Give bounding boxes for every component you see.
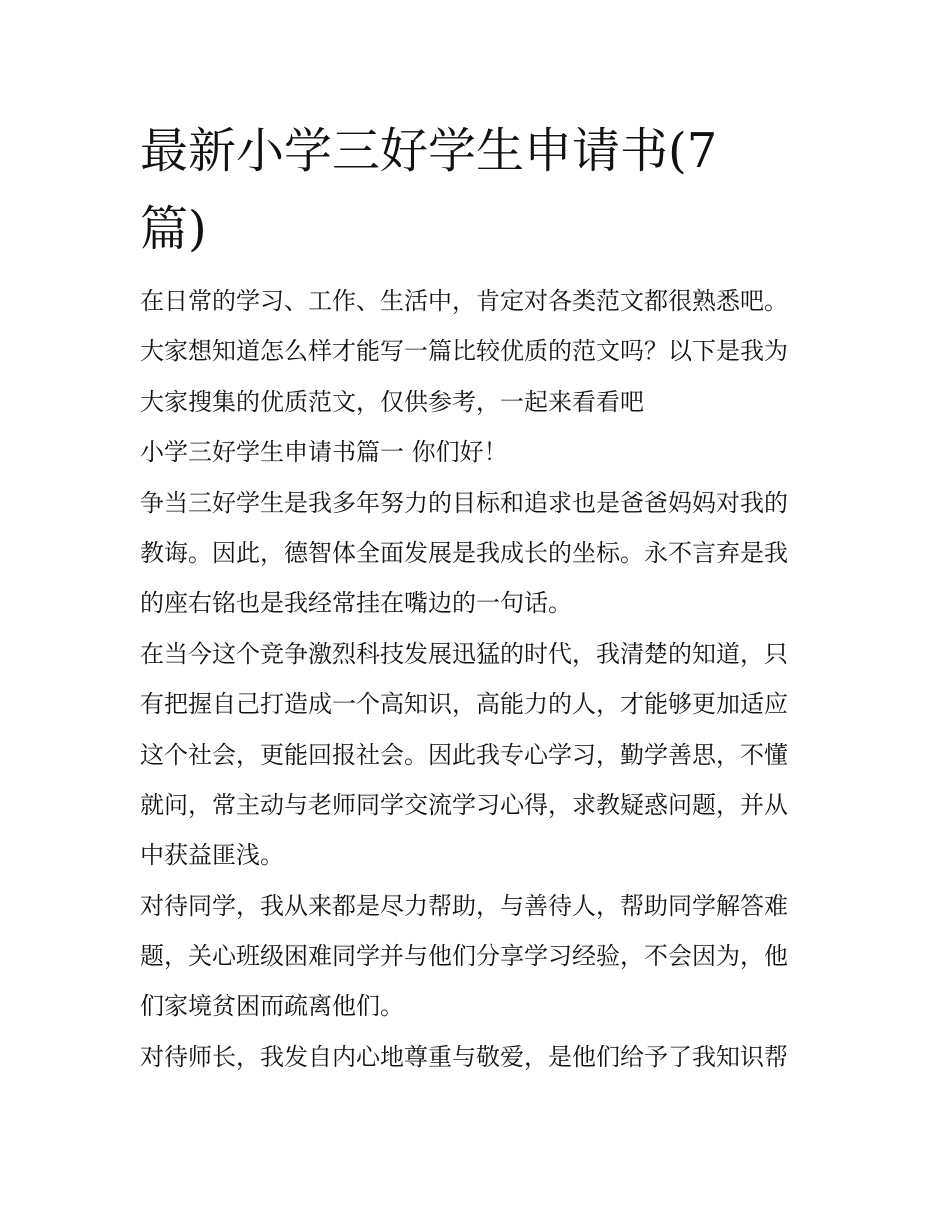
body-line: 就问，常主动与老师同学交流学习心得，求教疑惑问题，并从	[140, 790, 788, 819]
document-body	[140, 276, 830, 1082]
body-line: 对待师长，我发自内心地尊重与敬爱，是他们给予了我知识帮	[140, 1042, 788, 1071]
body-line: 们家境贫困而疏离他们。	[140, 992, 404, 1021]
document-title	[140, 112, 820, 268]
title-line-1: 最新小学三好学生申请书(7	[140, 123, 718, 179]
body-line: 在当今这个竞争激烈科技发展迅猛的时代，我清楚的知道，只	[140, 639, 788, 668]
section-heading-line: 小学三好学生申请书篇一 你们好！	[140, 438, 508, 467]
body-line: 大家想知道怎么样才能写一篇比较优质的范文吗？以下是我为	[140, 337, 788, 366]
body-line: 有把握自己打造成一个高知识，高能力的人，才能够更加适应	[140, 690, 788, 719]
body-line: 的座右铭也是我经常挂在嘴边的一句话。	[140, 589, 572, 618]
body-line: 争当三好学生是我多年努力的目标和追求也是爸爸妈妈对我的	[140, 488, 788, 517]
body-line: 在日常的学习、工作、生活中，肯定对各类范文都很熟悉吧。	[140, 287, 788, 315]
body-line: 对待同学，我从来都是尽力帮助，与善待人，帮助同学解答难	[140, 891, 788, 920]
body-line: 题，关心班级困难同学并与他们分享学习经验，不会因为，他	[140, 942, 788, 971]
body-line: 中获益匪浅。	[140, 841, 284, 870]
body-line: 教诲。因此，德智体全面发展是我成长的坐标。永不言弃是我	[140, 538, 788, 567]
title-line-2: 篇)	[140, 201, 207, 257]
body-line: 这个社会，更能回报社会。因此我专心学习，勤学善思，不懂	[140, 740, 788, 769]
body-line: 大家搜集的优质范文，仅供参考，一起来看看吧	[140, 387, 644, 416]
